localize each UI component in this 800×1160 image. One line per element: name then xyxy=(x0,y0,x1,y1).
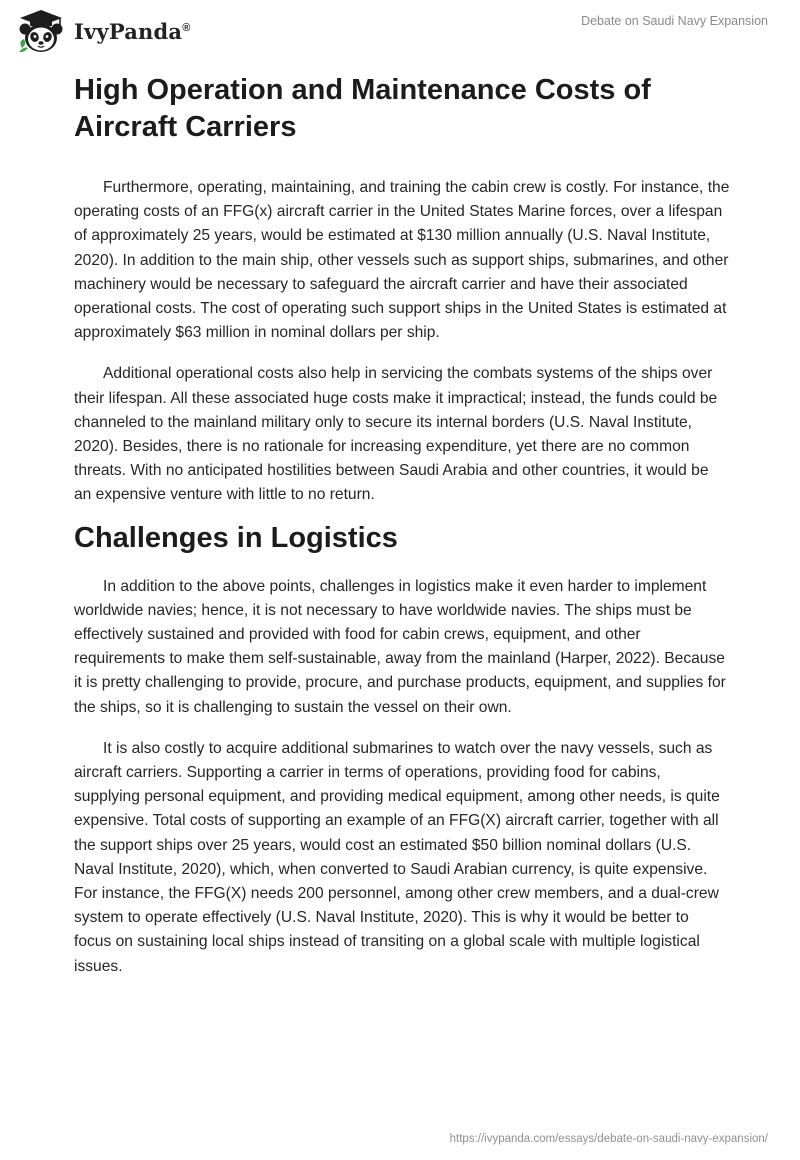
registered-mark: ® xyxy=(182,21,191,34)
section-heading: High Operation and Maintenance Costs of Aircraft Carriers xyxy=(74,74,651,143)
page-header xyxy=(0,0,800,60)
paragraph: Furthermore, operating, maintaining, and training the cabin crew is costly. For instance, the operating costs of an FFG(x) aircraft carrier in the United States Marine forces, over a lifespan of approximately 25 years, would be estimated at $130 million annually (U.S. Naval Institute, 2020). In addition to the main ship, other vessels such as support ships, submarines, and other machinery would be necessary to safeguard the aircraft carrier and have their associated operational costs. The cost of operating such support ships in the United States is estimated at approximately $63 million in nominal dollars per ship. xyxy=(74,179,730,342)
section-heading: Challenges in Logistics xyxy=(74,521,398,554)
paragraph: Additional operational costs also help in servicing the combats systems of the ships over their lifespan. All these associated huge costs make it impractical; instead, the funds could be channeled to the mainland military only to secure its internal borders (U.S. Naval Institute, 2020). Besides, there is no rationale for increasing expenditure, yet there are no common threats. With no anticipated hostilities between Saudi Arabia and other countries, it would be an expensive venture with little to no return. xyxy=(74,365,718,504)
source-url[interactable]: https://ivypanda.com/essays/debate-on-saudi-navy-expansion/ xyxy=(449,1133,768,1145)
paragraph: In addition to the above points, challenges in logistics make it even harder to implement worldwide navies; hence, it is not necessary to have worldwide navies. The ships must be effectively sustained and provided with food for cabin crews, equipment, and other requirements to make them self-sustainable, away from the mainland (Harper, 2022). Because it is pretty challenging to provide, procure, and purchase products, equipment, and supplies for the ships, so it is challenging to sustain the vessel on their own. xyxy=(74,577,726,716)
paragraph: It is also costly to acquire additional submarines to watch over the navy vessels, such as aircraft carriers. Supporting a carrier in terms of operations, providing food for cabins, supplying personal equipment, and providing medical equipment, among other needs, is quite expensive. Total costs of supporting an example of an FFG(X) aircraft carrier, together with all the support ships over 25 years, would cost an estimated $50 billion nominal dollars (U.S. Naval Institute, 2020), which, when converted to Saudi Arabian currency, is quite expensive. For instance, the FFG(X) needs 200 personnel, among other crew members, and a dual-crew system to operate effectively (U.S. Naval Institute, 2020). This is why it would be better to focus on sustaining local ships instead of transiting on a global scale with multiple logistical issues. xyxy=(74,739,720,975)
panda-graduate-icon xyxy=(16,8,66,54)
logo-wordmark: IvyPanda® xyxy=(74,18,191,44)
essay-content xyxy=(74,70,730,979)
document-title: Debate on Saudi Navy Expansion xyxy=(581,14,768,28)
site-logo[interactable] xyxy=(16,6,191,56)
